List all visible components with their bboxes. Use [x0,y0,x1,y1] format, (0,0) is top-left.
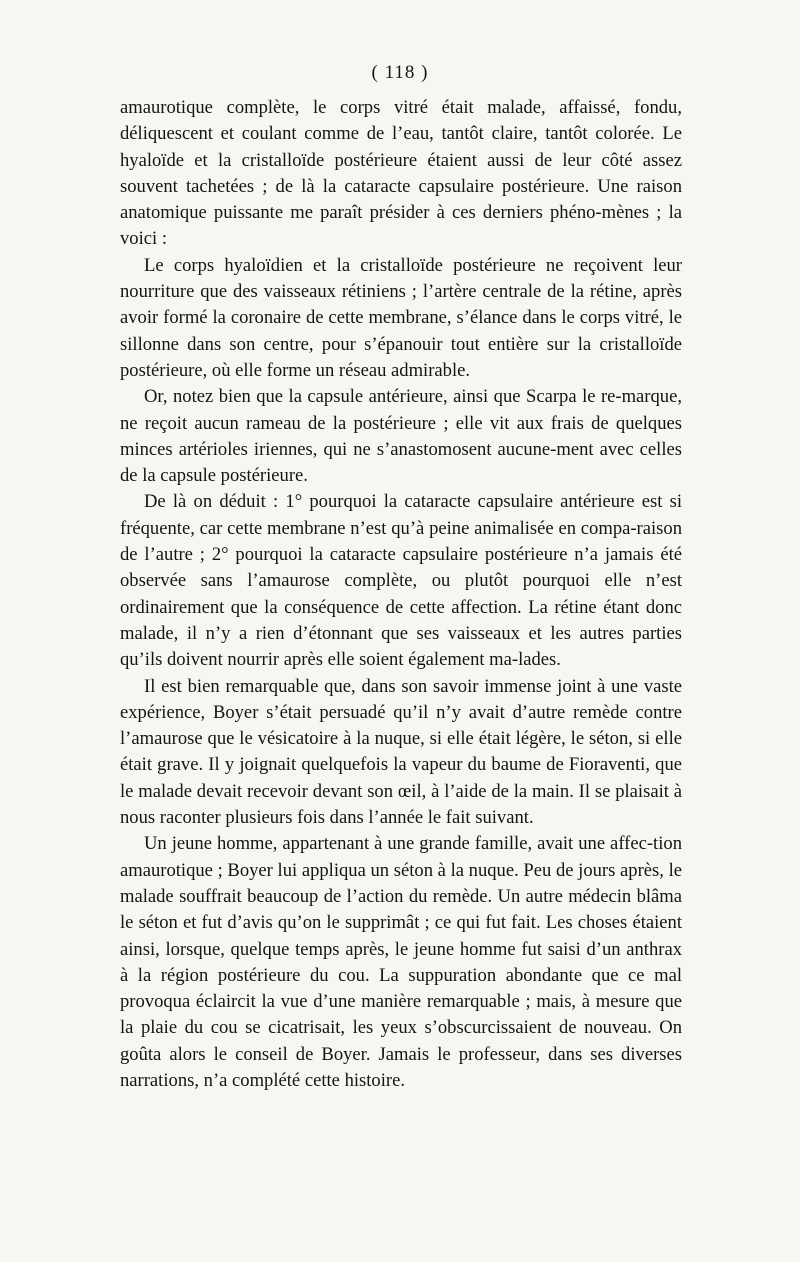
paragraph-2: Le corps hyaloïdien et la cristalloïde postérieure ne reçoivent leur nourriture que des vaisseaux rétiniens ; l’artère centrale de la rétine, après avoir formé la coronaire de cette membrane, s’élance dans le corps vitré, le sillonne dans son centre, pour s’épanouir tout entière sur la cristalloïde postérieure, où elle forme un réseau admirable. [120,254,682,381]
paragraph-3: Or, notez bien que la capsule antérieure, ainsi que Scarpa le re-marque, ne reçoit aucun rameau de la postérieure ; elle vit aux frais de quelques minces artérioles iriennes, qui ne s’anastomosent aucune-ment avec celles de la capsule postérieure. [120,386,682,487]
body-text [120,95,682,1094]
paragraph-4: De là on déduit : 1° pourquoi la cataracte capsulaire antérieure est si fréquente, car cette membrane n’est qu’à peine animalisée en compa-raison de l’autre ; 2° pourquoi la cataracte capsulaire postérieure n’a jamais été observée sans l’amaurose complète, ou plutôt pourquoi elle n’est ordinairement que la conséquence de cette affection. La rétine étant donc malade, il n’y a rien d’étonnant que ses vaisseaux et les autres parties qu’ils doivent nourrir après elle soient également ma-lades. [120,491,682,671]
paragraph-5: Il est bien remarquable que, dans son savoir immense joint à une vaste expérience, Boyer s’était persuadé qu’il n’y avait d’autre remède contre l’amaurose que le vésicatoire à la nuque, si elle était légère, le séton, si elle était grave. Il y joignait quelquefois la vapeur du baume de Fioraventi, que le malade devait recevoir devant son œil, à l’aide de la main. Il se plaisait à nous raconter plusieurs fois dans l’année le fait suivant. [120,675,682,829]
paragraph-6: Un jeune homme, appartenant à une grande famille, avait une affec-tion amaurotique ; Boyer lui appliqua un séton à la nuque. Peu de jours après, le malade souffrait beaucoup de l’action du remède. Un autre médecin blâma le séton et fut d’avis qu’on le supprimât ; ce qui fut fait. Les choses étaient ainsi, lorsque, quelque temps après, le jeune homme fut saisi d’un anthrax à la région postérieure du cou. La suppuration abondante que ce mal provoqua éclaircit la vue d’une manière remarquable ; mais, à mesure que la plaie du cou se cicatrisait, les yeux s’obscurcissaient de nouveau. On goûta alors le conseil de Boyer. Jamais le professeur, dans ses diverses narrations, n’a complété cette histoire. [120,833,682,1091]
page-number: ( 118 ) [371,62,429,83]
paragraph-1: amaurotique complète, le corps vitré était malade, affaissé, fondu, déliquescent et coulant comme de l’eau, tantôt claire, tantôt colorée. Le hyaloïde et la cristalloïde postérieure étaient aussi de leur côté assez souvent tachetées ; de là la cataracte capsulaire postérieure. Une raison anatomique puissante me paraît présider à ces derniers phéno-mènes ; la voici : [120,97,682,250]
